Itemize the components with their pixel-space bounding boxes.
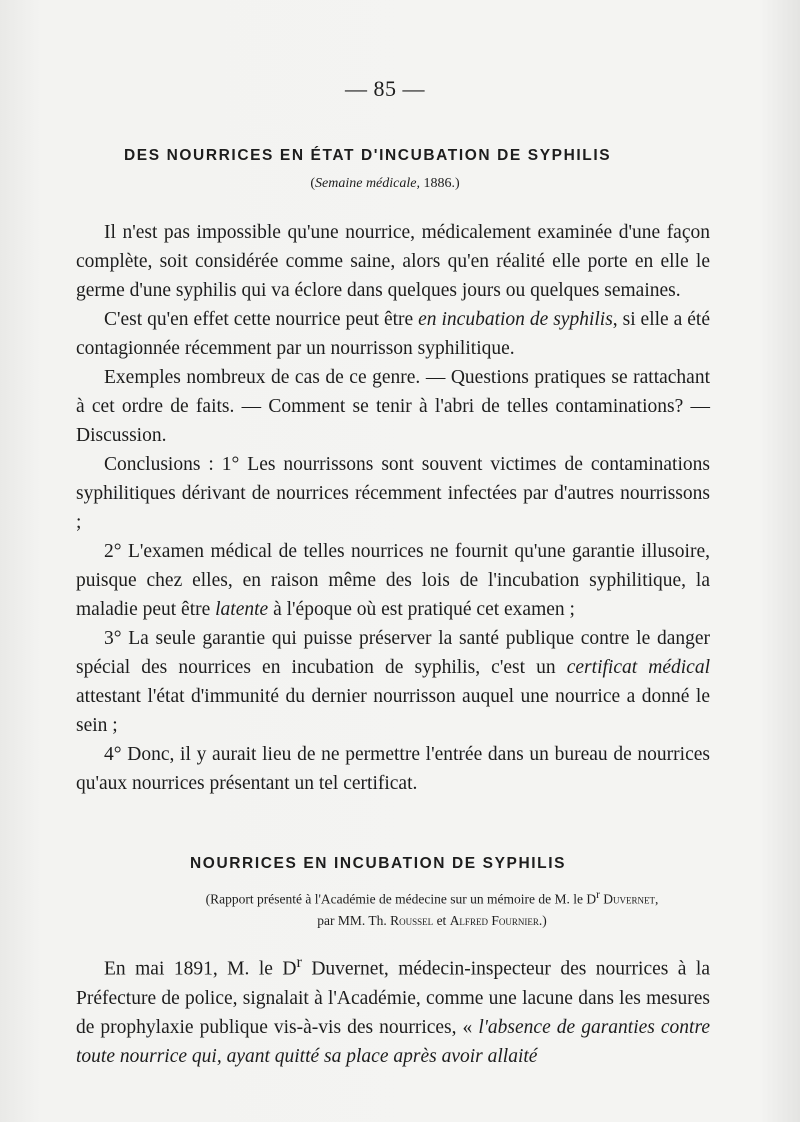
paragraph: 4° Donc, il y aurait lieu de ne permettre l'entrée dans un bureau de nourrices qu'aux nourrices présentant un tel certificat. (76, 744, 710, 794)
page-number: — 85 — (345, 76, 425, 101)
italic-phrase: l'absence de garanties contre toute nourrice qui, ayant quitté sa place après avoir allaité (76, 1016, 710, 1067)
paragraph: Exemples nombreux de cas de ce genre. — Questions pratiques se rattachant à cet ordre de faits. — Comment se tenir à l'abri de telles contaminations? — Discussion. (76, 367, 710, 446)
source-year: 1886.) (419, 176, 460, 191)
paragraph: Il n'est pas impossible qu'une nourrice, médicalement examinée d'une façon complète, soit considérée comme saine, alors qu'en réalité elle porte en elle le germe d'une syphilis qui va éclore dans quelques jours ou quelques semaines. (76, 222, 710, 301)
text-run: (Rapport présenté à l'Académie de médecine sur un mémoire de M. le D (205, 891, 597, 907)
paragraph (76, 948, 710, 1071)
superscript: r (596, 889, 600, 901)
section1-body (76, 218, 710, 798)
paragraph (76, 305, 710, 363)
text-run: et (433, 912, 450, 928)
text-run: par MM. Th. (317, 912, 391, 928)
text-run: 2° L'examen médical de telles nourrices ne fournit qu'une garantie illusoire, puisque chez elles, en raison même des lois de l'incubation syphilitique, la maladie peut être (76, 541, 710, 620)
italic-phrase: latente (215, 599, 269, 620)
paragraph (76, 537, 710, 624)
text-run: attestant l'état d'immunité du dernier nourrisson auquel une nourrice a donné le sein ; (76, 686, 710, 736)
section2-source (132, 885, 732, 931)
section-title-incubation-nurses: DES NOURRICES EN ÉTAT D'INCUBATION DE SYPHILIS (124, 147, 612, 164)
author-name: Alfred Fournier (449, 912, 539, 928)
text-run: , si elle a été contagionnée récemment par un nourrisson syphilitique. (76, 309, 710, 359)
source-open: ( (310, 176, 316, 191)
author-name: Roussel (390, 912, 434, 928)
text-run: 3° La seule garantie qui puisse préserver la santé publique contre le danger spécial des nourrices en incubation de syphilis, c'est un (76, 628, 710, 678)
text-run: En mai 1891, M. le D (104, 958, 297, 980)
text-run: Duvernet, médecin-inspecteur des nourrices à la Préfecture de police, signalait à l'Académie, comme une lacune dans les mesures de prophylaxie publique vis-à-vis des nourrices, « (76, 958, 710, 1038)
source-line (132, 910, 732, 931)
section2-body (76, 948, 710, 1071)
superscript: r (296, 953, 302, 971)
text-run: C'est qu'en effet cette nourrice peut être (104, 309, 419, 330)
paragraph (76, 624, 710, 740)
text-run: .) (538, 912, 547, 928)
text-run: à l'époque où est pratiqué cet examen ; (268, 599, 575, 620)
section1-source (0, 176, 770, 192)
paragraph: Conclusions : 1° Les nourrissons sont souvent victimes de contaminations syphilitiques dérivant de nourrices récemment infectées par d'autres nourrissons ; (76, 454, 710, 533)
source-journal: Semaine médicale, (315, 176, 420, 191)
italic-phrase: en incubation de syphilis (418, 309, 613, 330)
author-name: Duvernet, (603, 891, 659, 907)
section-title-nurses-incubation: NOURRICES EN INCUBATION DE SYPHILIS (190, 855, 567, 872)
source-line (132, 885, 732, 910)
italic-phrase: certificat médical (566, 657, 710, 678)
